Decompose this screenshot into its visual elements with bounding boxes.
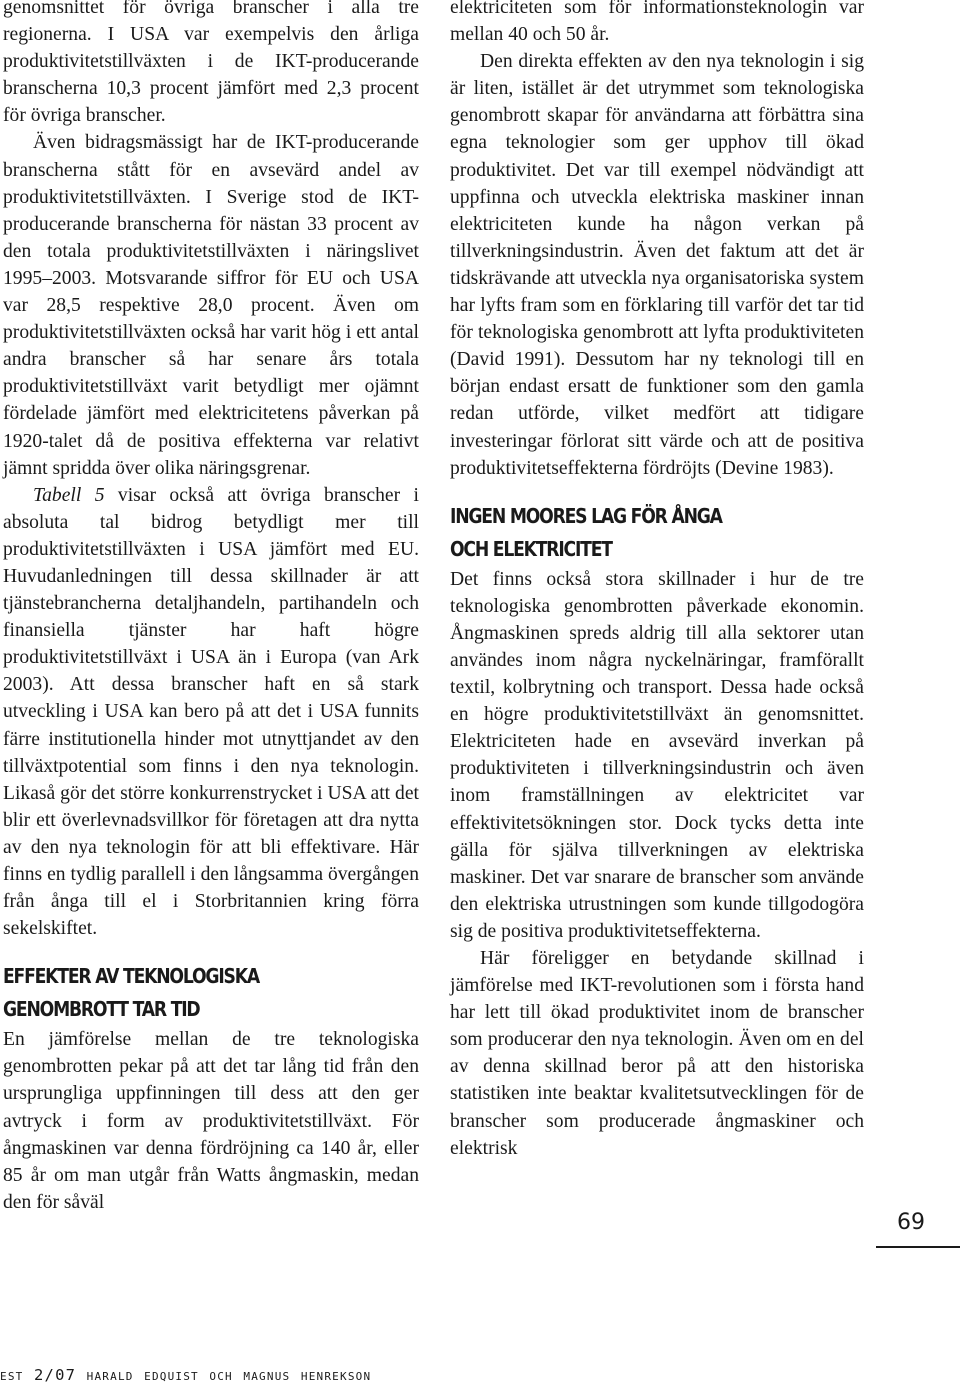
paragraph: Den direkta effekten av den nya teknologin i sig är liten, istället är det utrymmet som teknologiska genombrott skapar för användarna att förbättra sina egna teknologier som ger upphov till ökad produktivitet. Det var till exempel nödvändigt att uppfinna och utveckla elektriska maskiner innan elektriciteten kunde ha någon verkan på tillverkningsindustrin. Även det faktum att det är tidskrävande att utveckla nya organisatoriska system har lyfts fram som en förklaring till varför det tar tid för teknologiska genombrott att lyfta produktiviteten (David 1991). Dessutom har ny teknologi till en början endast ersatt de funktioner som den gamla redan utförde, vilket medfört att tidigare investeringar förlorat sitt värde och att de positiva produktivitetseffekterna fördröjts (Devine 1983). xyxy=(450,51,864,479)
section-heading xyxy=(450,500,806,566)
section-heading xyxy=(3,960,361,1026)
paragraph: En jämförelse mellan de tre teknologiska genombrotten pekar på att det tar lång tid från den ursprungliga uppfinningen till dess att den ger avtryck i form av produktivitetstillväxt. För ångmaskinen var denna fördröjning ca 140 år, eller 85 år om man utgår från Watts ångmaskin, medan den för såväl xyxy=(3,1029,419,1213)
section-heading-line: EFFEKTER AV TEKNOLOGISKA xyxy=(3,964,259,989)
paragraph xyxy=(3,482,419,943)
paragraph: genomsnittet för övriga branscher i alla tre regionerna. I USA var exempelvis den årliga produktivitetstillväxten i de IKT-producerande branscherna 10,3 procent jämfört med 2,3 procent för övriga branscher. xyxy=(3,0,419,127)
paragraph: Även bidragsmässigt har de IKT-producerande branscherna stått för en avsevärd andel av produktivitetstillväxten. I Sverige stod de IKT-producerande branscherna för nästan 33 procent av den totala produktivitetstillväxten i näringslivet 1995–2003. Motsvarande siffror för EU och USA var 28,5 respektive 28,0 procent. Även om produktivitetstillväxten också har varit hög i ett antal andra branscher så har senare års totala produktivitetstillväxt varit betydligt mer ojämnt fördelade jämfört med elektricitetens påverkan på 1920-talet då de positiva effekterna var relativt jämnt spridda över olika näringsgrenar. xyxy=(3,132,419,479)
running-footer: est 2/07 harald edquist och magnus henrekson xyxy=(0,1366,372,1384)
table-reference: Tabell 5 xyxy=(33,484,105,506)
paragraph: Det finns också stora skillnader i hur de tre teknologiska genombrotten påverkade ekonomin. Ångmaskinen spreds aldrig till alla sektorer utan användes inom några nyckelnäringar, framförallt textil, kolbrytning och transport. Dessa hade också en högre produktivitetstillväxt än genomsnittet. Elektriciteten hade en avsevärd inverkan på produktiviteten i tillverkningsindustrin och även inom framställningen av elektricitet var effektivitetsökningen stor. Dock tycks detta inte gälla för själva tillverkningen av elektriska maskiner. Det var snarare de branscher som använde den elektriska utrustningen som kunde tillgodogöra sig de positiva produktivitetseffekterna. xyxy=(450,568,864,942)
page-number-rule xyxy=(876,1246,960,1248)
page-number: 69 xyxy=(897,1210,925,1235)
paragraph: elektriciteten som för informationsteknologin var mellan 40 och 50 år. xyxy=(450,0,864,46)
left-column xyxy=(3,0,419,1216)
paragraph-text: visar också att övriga branscher i absoluta tal bidrog betydligt mer till produktivitetstillväxten i USA jämfört med EU. Huvudanledningen till dessa skillnader är att tjänstebrancherna detaljhandeln, partihandeln och finansiella tjänster har haft högre produktivitetstillväxt i USA än i Europa (van Ark 2003). Att dessa branscher haft en så stark utveckling i USA kan bero på att det i USA funnits färre institutionella hinder mot utnyttjandet av den tillväxtpotential som finns i den nya teknologin. Likaså gör det större konkurrenstrycket i USA att det blir ett överlevnadsvillkor för företagen att dra nytta av den nya teknologin för att bli effektivare. Här finns en tydlig parallell i den långsamma övergången från ånga till el i Storbritannien kring förra sekelskiftet. xyxy=(3,484,419,940)
right-column xyxy=(450,0,864,1162)
section-heading-line: GENOMBROTT TAR TID xyxy=(3,997,200,1022)
section-heading-line: INGEN MOORES LAG FÖR ÅNGA xyxy=(450,503,722,528)
paragraph: Här föreligger en betydande skillnad i jämförelse med IKT-revolutionen som i första hand har lett till ökad produktivitet inom de branscher som producerar den nya teknologin. Även om en del av denna skillnad beror på att den historiska statistiken inte beaktar kvalitetsutvecklingen för de branscher som producerade ångmaskiner och elektrisk xyxy=(450,948,864,1159)
section-heading-line: OCH ELEKTRICITET xyxy=(450,536,612,561)
